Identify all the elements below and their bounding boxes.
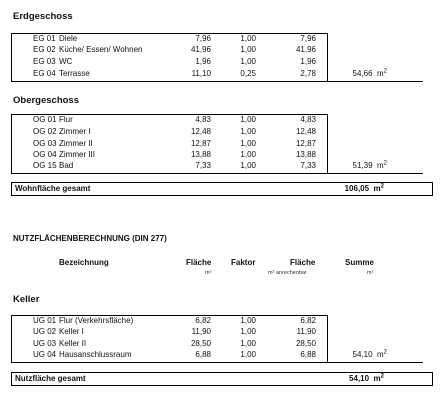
room-code: EG 03: [33, 57, 56, 66]
table-row: [0, 34, 447, 44]
room-flaeche: 7,96: [300, 34, 316, 43]
room-code: UG 01: [33, 316, 57, 325]
room-area: 12,87: [190, 139, 211, 148]
upper-floor-underline: [11, 173, 423, 174]
room-factor: 1,00: [240, 57, 256, 66]
room-name: Terrasse: [59, 69, 90, 78]
table-row: [0, 127, 447, 137]
room-area: 6,82: [195, 316, 211, 325]
usable-area-total: [11, 372, 433, 386]
table-row: [0, 327, 447, 337]
room-area: 11,10: [191, 69, 211, 78]
subtotal-upper-floor: 51,39 $m^2$: [352, 160, 387, 170]
unit-flaeche-anrechenbar: m² anrechenbar: [268, 270, 307, 276]
room-flaeche: 13,88: [295, 150, 316, 159]
room-area: 11,90: [191, 327, 211, 336]
room-flaeche: 28,50: [295, 339, 316, 348]
section-title-cellar: Keller: [13, 294, 40, 305]
table-row: [0, 139, 447, 149]
room-factor: 1,00: [240, 316, 256, 325]
room-name: Keller II: [59, 339, 87, 348]
room-factor: 1,00: [240, 339, 256, 348]
room-name: Küche/ Essen/ Wohnen: [59, 45, 143, 54]
table-row: [0, 161, 447, 171]
room-flaeche: 41,96: [295, 45, 316, 54]
room-area: 12,48: [190, 127, 211, 136]
room-flaeche: 7,33: [300, 161, 316, 170]
cellar-underline: [11, 362, 423, 363]
room-code: OG 04: [33, 150, 57, 159]
room-factor: 1,00: [240, 327, 256, 336]
room-area: 7,33: [195, 161, 211, 170]
living-total-label: Wohnfläche gesamt: [15, 184, 91, 193]
subtotal-ground-floor: 54,66 $m^2$: [352, 68, 387, 78]
col-header-bezeichnung: Bezeichnung: [59, 258, 109, 267]
subtotal-cellar: 54,10 $m^2$: [352, 349, 387, 359]
room-code: UG 03: [33, 339, 57, 348]
room-factor: 1,00: [240, 150, 256, 159]
section-title-ground-floor: Erdgeschoss: [13, 11, 73, 22]
room-name: Flur (Verkehrsfläche): [59, 316, 134, 325]
room-factor: 1,00: [240, 350, 256, 359]
usable-area-section-title: NUTZFLÄCHENBERECHNUNG (DIN 277): [13, 234, 167, 243]
room-name: Zimmer I: [59, 127, 91, 136]
table-row: [0, 316, 447, 326]
room-name: Zimmer II: [59, 139, 93, 148]
room-flaeche: 12,48: [295, 127, 316, 136]
room-flaeche: 12,87: [295, 139, 316, 148]
living-total-value: 106,05 $m^2$: [344, 183, 384, 193]
section-title-upper-floor: Obergeschoss: [13, 95, 79, 106]
room-area: 4,83: [195, 115, 211, 124]
room-area: 13,88: [190, 150, 211, 159]
room-factor: 1,00: [240, 45, 256, 54]
room-code: OG 01: [33, 115, 57, 124]
table-row: [0, 339, 447, 349]
room-factor: 1,00: [240, 139, 256, 148]
room-name: Diele: [59, 34, 78, 43]
room-factor: 1,00: [240, 161, 256, 170]
room-flaeche: 6,88: [300, 350, 316, 359]
ground-floor-underline: [11, 81, 423, 82]
room-area: 6,88: [195, 350, 211, 359]
room-code: EG 02: [33, 45, 56, 54]
room-name: Bad: [59, 161, 74, 170]
col-header-flaeche: Fläche: [186, 258, 212, 267]
table-row: [0, 350, 447, 360]
col-header-flaeche-anrechenbar: Fläche: [290, 258, 316, 267]
table-row: [0, 45, 447, 55]
usable-total-value: 54,10 $m^2$: [349, 373, 384, 383]
room-code: UG 04: [33, 350, 57, 359]
room-code: OG 02: [33, 127, 57, 136]
room-factor: 1,00: [240, 127, 256, 136]
room-area: 7,96: [195, 34, 211, 43]
room-flaeche: 6,82: [300, 316, 316, 325]
room-name: Flur: [59, 115, 73, 124]
unit-flaeche: m²: [205, 270, 212, 276]
table-row: [0, 115, 447, 125]
col-header-faktor: Faktor: [231, 258, 256, 267]
room-name: Keller I: [59, 327, 84, 336]
room-code: EG 04: [33, 69, 56, 78]
room-flaeche: 1,96: [300, 57, 316, 66]
room-area: 41,96: [190, 45, 211, 54]
room-factor: 1,00: [240, 34, 256, 43]
col-header-summe: Summe: [345, 258, 374, 267]
table-row: [0, 150, 447, 160]
room-flaeche: 2,78: [300, 69, 316, 78]
room-flaeche: 11,90: [296, 327, 316, 336]
room-area: 1,96: [195, 57, 211, 66]
room-name: Zimmer III: [59, 150, 95, 159]
room-factor: 0,25: [240, 69, 256, 78]
table-row: [0, 69, 447, 79]
room-area: 28,50: [190, 339, 211, 348]
table-row: [0, 57, 447, 67]
room-code: OG 15: [33, 161, 57, 170]
room-code: EG 01: [33, 34, 56, 43]
room-code: UG 02: [33, 327, 57, 336]
room-factor: 1,00: [240, 115, 256, 124]
room-name: Hausanschlussraum: [59, 350, 132, 359]
unit-summe: m²: [367, 270, 374, 276]
room-code: OG 03: [33, 139, 57, 148]
room-name: WC: [59, 57, 73, 66]
usable-total-label: Nutzfläche gesamt: [15, 374, 86, 383]
living-area-total: [11, 182, 433, 196]
room-flaeche: 4,83: [300, 115, 316, 124]
